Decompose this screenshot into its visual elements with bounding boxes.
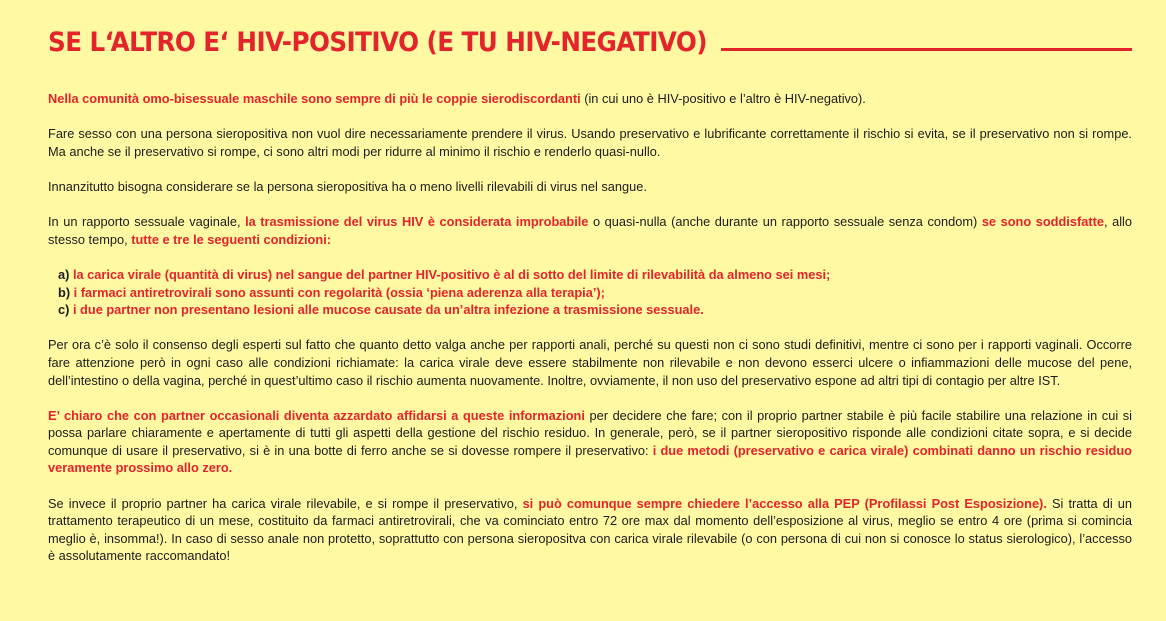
- partners-text: per decidere che fare; con il proprio partner stabile è più facile stabilire una relazione in cui si possa parlare chiaramente e apertamente di tutti gli aspetti della gestione del rischio residuo. In generale, però, se il partner sieropositivo risponde alle condizioni citate sopra, e si decide comunque di usare il preservativo, si è in una botte di ferro anche se si dovesse rompere il preservativo:: [48, 407, 1132, 458]
- paragraph-intro: [48, 90, 1132, 108]
- title-row: [48, 22, 1132, 62]
- conditions-intro-highlight-1: la trasmissione del virus HIV è considerata improbabile: [245, 214, 589, 230]
- conditions-intro-text-2: o quasi-nulla (anche durante un rapporto sessuale senza condom): [588, 214, 982, 230]
- paragraph-pep: [48, 495, 1132, 565]
- condition-text: i farmaci antiretrovirali sono assunti con regolarità (ossia ‘piena aderenza alla terapia’);: [70, 284, 605, 300]
- pep-highlight: si può comunque sempre chiedere l’accesso alla PEP (Profilassi Post Esposizione).: [522, 495, 1047, 511]
- conditions-intro-text-3: , allo stesso tempo,: [48, 214, 1133, 247]
- pep-text-2: Si tratta di un trattamento terapeutico di un mese, costituito da farmaci antiretrovirali, che va cominciato entro 72 ore max dal momento dell’esposizione al virus, meglio se entro 4 ore (prima si comincia meglio è, insomma!). In caso di sesso anale non protetto, soprattutto con persona sieropositva con carica virale rilevabile (o con persona di cui non si conosce lo status sierologico), l’accesso è assolutamente raccomandato!: [48, 495, 1132, 564]
- condition-letter: a): [58, 266, 70, 282]
- condition-item-b: [58, 284, 1132, 302]
- paragraph-partners: [48, 407, 1132, 477]
- condition-text: la carica virale (quantità di virus) nel sangue del partner HIV-positivo è al di sotto del limite di rilevabilità da almeno sei mesi;: [69, 266, 831, 282]
- conditions-intro-text-1: In un rapporto sessuale vaginale,: [48, 214, 246, 230]
- paragraph-anal-sex: Per ora c’è solo il consenso degli esperti sul fatto che quanto detto valga anche per rapporti anali, perché su questi non ci sono studi definitivi, mentre ci sono per i rapporti vaginali. Occorre fare attenzione però in ogni caso alle condizioni richiamate: la carica virale deve essere stabilmente non rilevabile e non devono esserci ulcere o infiammazioni delle mucose del pene, dell’intestino o della vagina, perché in quest’ultimo caso il rischio aumenta nuovamente. Inoltre, ovviamente, il non uso del preservativo espone ad altri tipi di contagio per altre IST.: [48, 337, 1132, 388]
- conditions-list: [48, 266, 1132, 319]
- pep-text-1: Se invece il proprio partner ha carica virale rilevabile, e si rompe il preservativo,: [48, 495, 523, 511]
- condition-text: i due partner non presentano lesioni alle mucose causate da un’altra infezione a trasmissione sessuale.: [69, 302, 704, 318]
- paragraph-conditions-intro: [48, 213, 1132, 248]
- condition-letter: c): [58, 302, 70, 318]
- intro-highlight: Nella comunità omo-bisessuale maschile sono sempre di più le coppie sierodiscordanti: [48, 91, 581, 106]
- condition-letter: b): [58, 284, 71, 300]
- condition-item-c: [58, 301, 1132, 319]
- conditions-intro-highlight-3: tutte e tre le seguenti condizioni:: [131, 231, 332, 247]
- article-body: [48, 90, 1132, 583]
- page-title: SE L‘ALTRO E‘ HIV-POSITIVO (E TU HIV-NEGATIVO): [48, 26, 707, 58]
- title-underline-rule: [721, 48, 1132, 51]
- partners-highlight-1: E’ chiaro che con partner occasionali diventa azzardato affidarsi a queste informazioni: [48, 407, 585, 423]
- intro-text: (in cui uno è HIV-positivo e l’altro è HIV-negativo).: [580, 91, 866, 106]
- partners-highlight-2: i due metodi (preservativo e carica virale) combinati danno un rischio residuo veramente prossimo allo zero.: [48, 442, 1132, 476]
- condition-item-a: [58, 266, 1132, 284]
- paragraph-condom: Fare sesso con una persona sieropositiva non vuol dire necessariamente prendere il virus. Usando preservativo e lubrificante correttamente il rischio si evita, se il preservativo non si rompe. Ma anche se il preservativo si rompe, ci sono altri modi per ridurre al minimo il rischio e renderlo quasi-nullo.: [48, 126, 1132, 159]
- paragraph-viral-load: Innanzitutto bisogna considerare se la persona sieropositiva ha o meno livelli rilevabili di virus nel sangue.: [48, 178, 647, 194]
- conditions-intro-highlight-2: se sono soddisfatte: [981, 214, 1104, 230]
